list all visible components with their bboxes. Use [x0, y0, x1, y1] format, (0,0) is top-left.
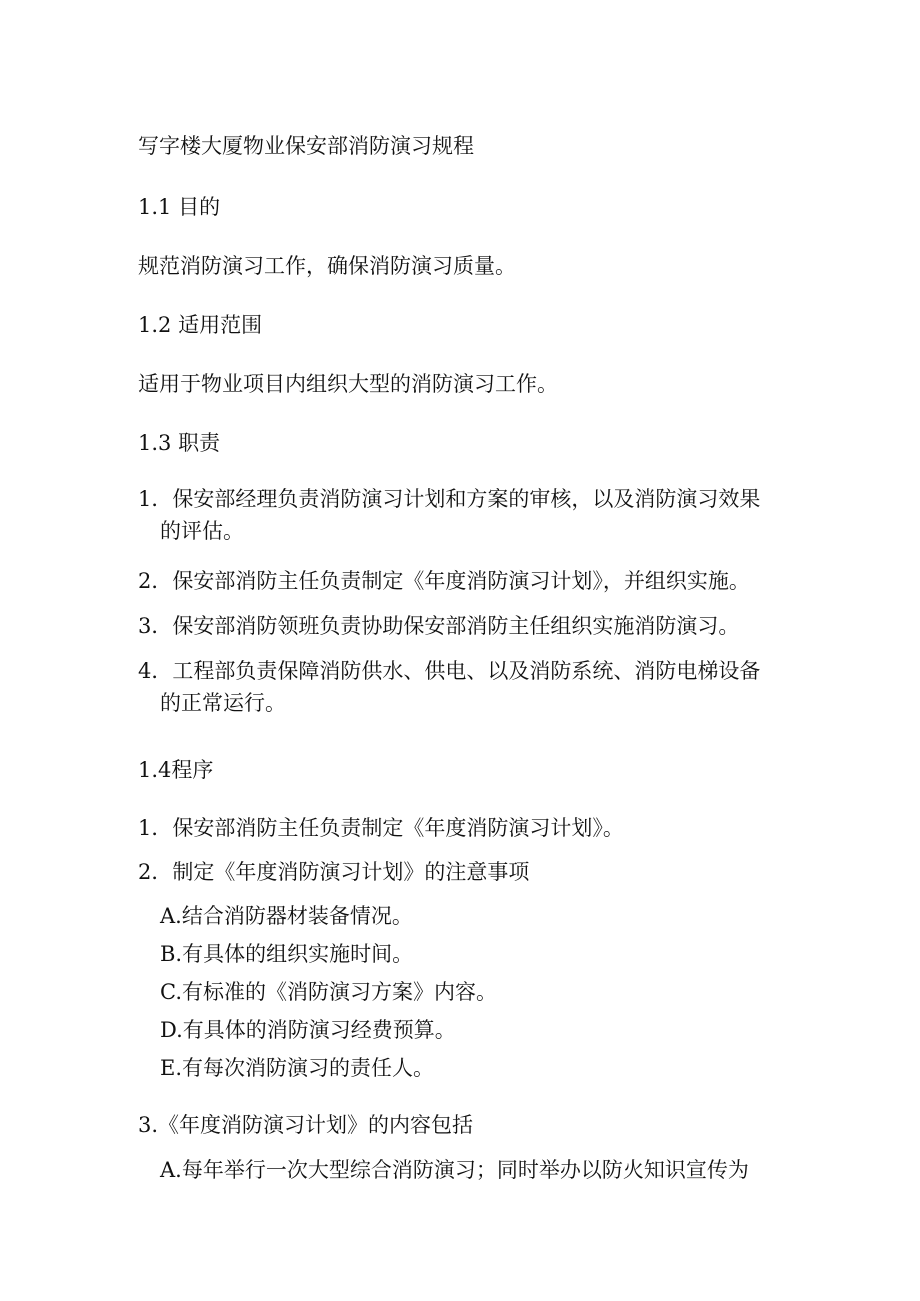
procedure-item-1: 1．保安部消防主任负责制定《年度消防演习计划》。: [138, 816, 624, 840]
procedure-note-a: A.结合消防器材装备情况。: [160, 904, 413, 928]
procedure-note-d: D.有具体的消防演习经费预算。: [160, 1018, 456, 1042]
responsibility-item-1-text: 1．保安部经理负责消防演习计划和方案的审核，以及消防演习效果: [138, 487, 761, 511]
responsibility-item-3: 3．保安部消防领班负责协助保安部消防主任组织实施消防演习。: [138, 614, 740, 638]
section-body-purpose: 规范消防演习工作，确保消防演习质量。: [138, 254, 516, 278]
section-heading-responsibilities: 1.3 职责: [138, 431, 221, 455]
responsibility-item-2: 2．保安部消防主任负责制定《年度消防演习计划》，并组织实施。: [138, 569, 750, 593]
responsibility-item-1: [138, 484, 788, 547]
responsibility-item-4-text: 4．工程部负责保障消防供水、供电、以及消防系统、消防电梯设备: [138, 659, 761, 683]
procedure-note-e: E.有每次消防演习的责任人。: [160, 1056, 435, 1080]
procedure-note-c: C.有标准的《消防演习方案》内容。: [160, 980, 497, 1004]
responsibility-item-4: [138, 656, 788, 719]
section-body-scope: 适用于物业项目内组织大型的消防演习工作。: [138, 372, 558, 396]
section-heading-scope: 1.2 适用范围: [138, 313, 263, 337]
section-heading-purpose: 1.1 目的: [138, 195, 221, 219]
document-title: 写字楼大厦物业保安部消防演习规程: [138, 134, 474, 158]
responsibility-item-4-continuation: 的正常运行。: [160, 690, 286, 715]
procedure-item-3: 3.《年度消防演习计划》的内容包括: [138, 1113, 474, 1137]
procedure-item-2: 2．制定《年度消防演习计划》的注意事项: [138, 860, 530, 884]
section-heading-procedure: 1.4程序: [138, 758, 214, 782]
procedure-note-b: B.有具体的组织实施时间。: [160, 942, 414, 966]
responsibility-item-1-continuation: 的评估。: [160, 518, 244, 543]
procedure-item-3-note-a: A.每年举行一次大型综合消防演习；同时举办以防火知识宣传为: [160, 1158, 749, 1182]
